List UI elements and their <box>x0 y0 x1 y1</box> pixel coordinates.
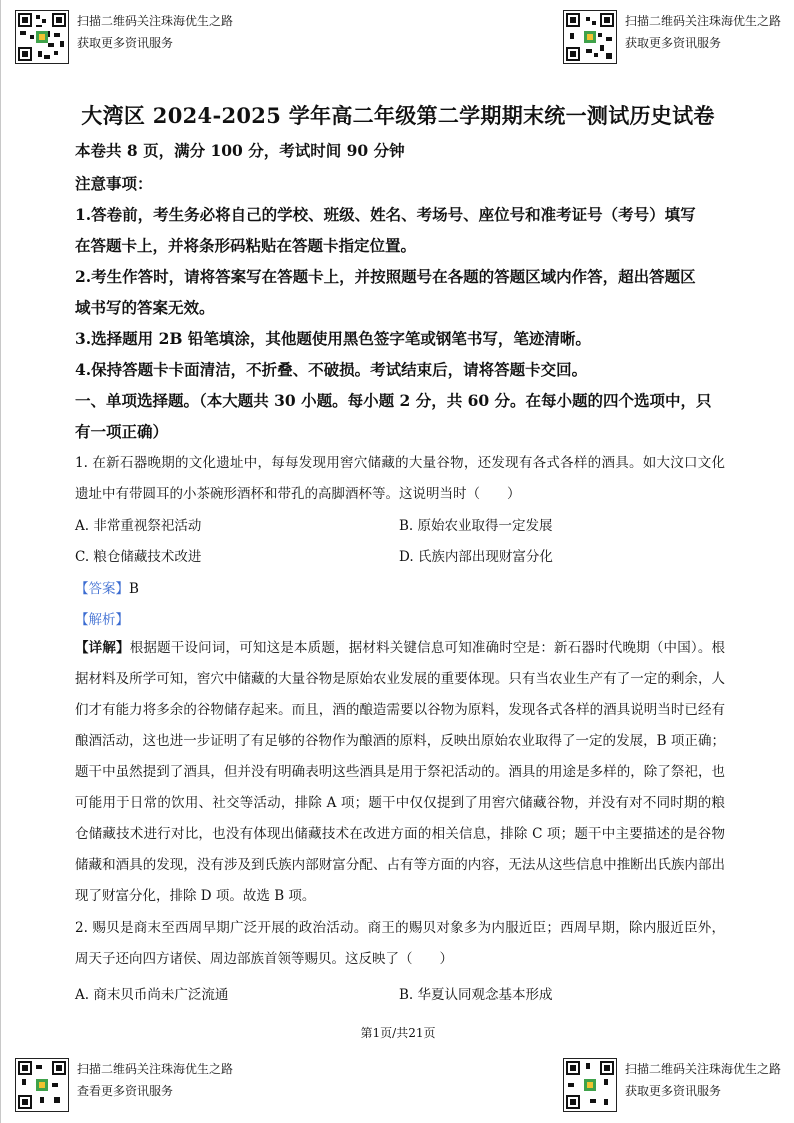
header-qr-left <box>15 10 233 64</box>
notice-line: 4.保持答题卡卡面清洁，不折叠、不破损。考试结束后，请将答题卡交回。 <box>75 360 588 379</box>
question-1-stem: 1. 在新石器晚期的文化遗址中，每每发现用窖穴储藏的大量谷物，还发现有各式各样的酒具。如大汶口文化遗址中有带圆耳的小茶碗形酒杯和带孔的高脚酒杯等。这说明当时（ ） <box>75 455 725 502</box>
qr-caption-line2: 获取更多资讯服务 <box>625 1084 722 1098</box>
q1-option-b: B. 原始农业取得一定发展 <box>399 518 553 534</box>
qr-caption-line2: 获取更多资讯服务 <box>77 36 174 50</box>
qr-caption-line2: 获取更多资讯服务 <box>625 36 722 50</box>
exam-title: 大湾区 2024-2025 学年高二年级第二学期期末统一测试历史试卷 <box>81 103 715 128</box>
q2-option-b: B. 华夏认同观念基本形成 <box>399 987 553 1003</box>
notice-line: 1.答卷前，考生务必将自己的学校、班级、姓名、考场号、座位号和准考证号（考号）填写 <box>75 205 696 224</box>
question-2-stem: 2. 赐贝是商末至西周早期广泛开展的政治活动。商王的赐贝对象多为内服近臣；西周早期，除内服近臣外，周天子还向四方诸侯、周边部族首领等赐贝。这反映了（ ） <box>75 920 725 967</box>
qr-caption-line2: 查看更多资讯服务 <box>77 1084 174 1098</box>
qr-caption-line1: 扫描二维码关注珠海优生之路 <box>77 14 234 28</box>
exam-meta: 本卷共 8 页，满分 100 分，考试时间 90 分钟 <box>75 141 405 160</box>
q1-option-d: D. 氏族内部出现财富分化 <box>399 549 553 565</box>
notice-line: 在答题卡上，并将条形码粘贴在答题卡指定位置。 <box>75 236 417 255</box>
qr-caption-line1: 扫描二维码关注珠海优生之路 <box>625 14 782 28</box>
detail-label: 【详解】 <box>75 640 130 656</box>
q1-analysis-label: 【解析】 <box>75 612 129 628</box>
header-qr-right <box>563 10 781 64</box>
notice-heading: 注意事项： <box>75 174 153 193</box>
footer-qr-right <box>563 1058 781 1112</box>
answer-value: B <box>129 581 139 597</box>
footer-qr-left <box>15 1058 233 1112</box>
q1-answer <box>75 577 139 597</box>
q1-detail <box>75 633 725 912</box>
q2-option-a: A. 商末贝币尚未广泛流通 <box>75 987 229 1003</box>
qr-code-icon <box>15 1058 69 1112</box>
qr-code-icon <box>563 1058 617 1112</box>
section-heading: 一、单项选择题。（本大题共 30 小题。每小题 2 分，共 60 分。在每小题的四个选项中，只 <box>75 391 712 410</box>
q1-option-a: A. 非常重视祭祀活动 <box>75 518 202 534</box>
qr-caption-line1: 扫描二维码关注珠海优生之路 <box>625 1062 782 1076</box>
q1-option-c: C. 粮仓储藏技术改进 <box>75 549 202 565</box>
qr-code-icon <box>15 10 69 64</box>
page-number: 第1页/共21页 <box>360 1026 436 1040</box>
notice-line: 3.选择题用 2B 铅笔填涂，其他题使用黑色签字笔或钢笔书写，笔迹清晰。 <box>75 329 591 348</box>
detail-text: 根据题干设问词，可知这是本质题，据材料关键信息可知准确时空是：新石器时代晚期（中国）。根据材料及所学可知，窖穴中储藏的大量谷物是原始农业发展的重要体现。只有当农业生产有了一定的剩余，人们才有能力将多余的谷物储存起来。而且，酒的酿造需要以谷物为原料，发现各式各样的酒具说明当时已经有酿酒活动，这也进一步证明了有足够的谷物作为酿酒的原料，反映出原始农业取得了一定的发展，B 项正确；题干中虽然提到了酒具，但并没有明确表明这些酒具是用于祭祀活动的。酒具的用途是多样的，除了祭祀，也可能用于日常的饮用、社交等活动，排除 A 项；题干中仅仅提到了用窖穴储藏谷物，并没有对不同时期的粮仓储藏技术进行对比，也没有体现出储藏技术在改进方面的相关信息，排除 C 项；题干中主要描述的是谷物储藏和酒具的发现，没有涉及到氏族内部财富分配、占有等方面的内容，无法从这些信息中推断出氏族内部出现了财富分化，排除 D 项。故选 B 项。 <box>75 640 726 904</box>
qr-caption-line1: 扫描二维码关注珠海优生之路 <box>77 1062 234 1076</box>
qr-code-icon <box>563 10 617 64</box>
notice-line: 2.考生作答时，请将答案写在答题卡上，并按照题号在各题的答题区域内作答，超出答题区 <box>75 267 696 286</box>
notice-line: 域书写的答案无效。 <box>75 298 215 317</box>
section-heading-cont: 有一项正确） <box>75 422 169 441</box>
answer-label: 【答案】 <box>75 581 129 597</box>
